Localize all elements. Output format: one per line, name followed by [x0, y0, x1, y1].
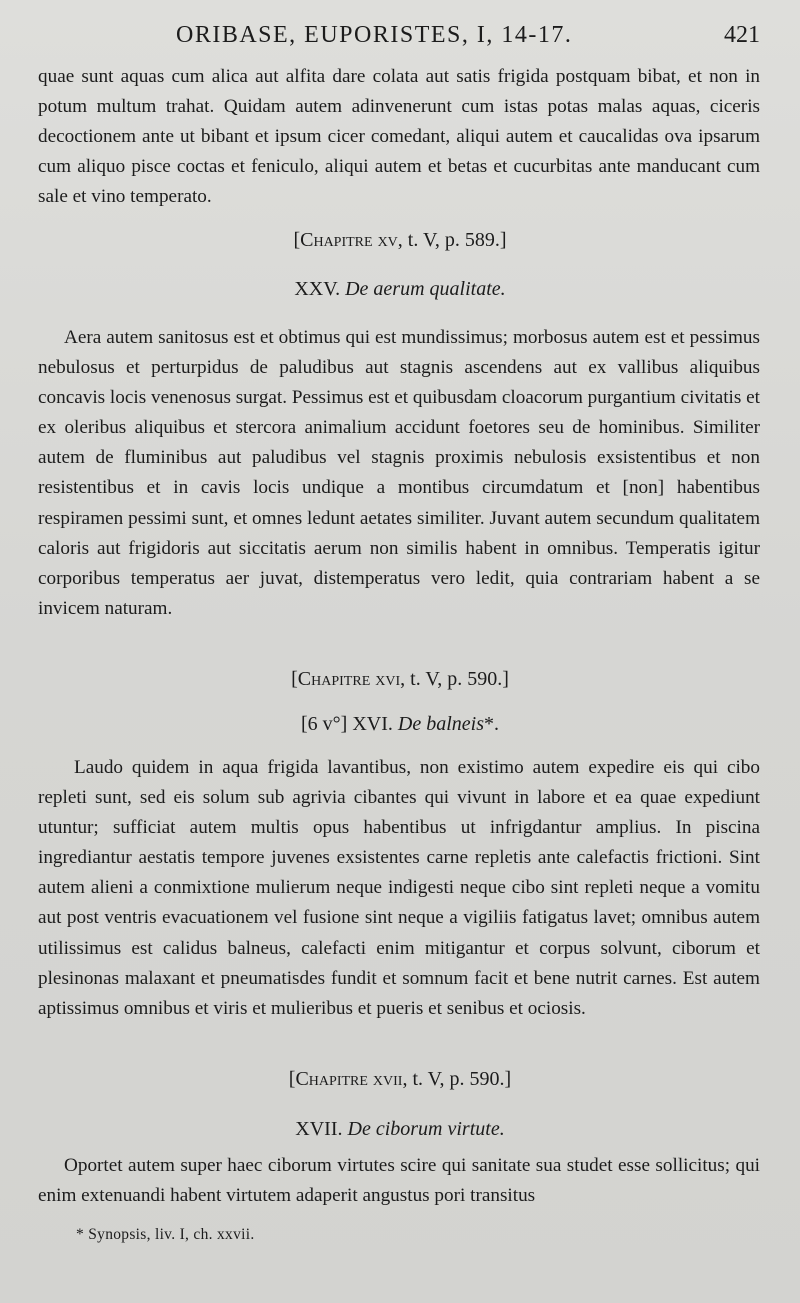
chapter-ref-xv: [Chapitre xv, t. V, p. 589.]	[293, 229, 507, 251]
paragraph-de-aerum: Aera autem sanitosus est et obtimus qui est mundissimus; morbosus autem est et pessimus nebulosus et perturpidus de paludibus aut stagnis ascendens aut ex vallibus aliquibus concavis locis venenosus surgat. Pessimus est et quibusdam cloacorum purgantium civitatis et ex oleribus aliquibus et stercora animalium accidunt foetores seu de hominibus. Similiter autem de fluminibus aut paludibus vel stagnis proximis nebulosis exsistentibus et non resistentibus et in cavis locis undique a montibus circumdatum et [non] habentibus respiramen pessimi sunt, et omnes ledunt aetates similiter. Juvant autem secundum qualitatem caloris aut frigidoris aut siccitatis aerum non similis habent in omnibus. Temperatis igitur corporibus temperatus aer juvat, distemperatus vero ledit, quia contrariam habent a se invicem naturam.	[38, 327, 760, 619]
running-head	[0, 22, 800, 58]
footnote: * Synopsis, liv. I, ch. xxvii.	[76, 1226, 255, 1243]
chapter-ref-xvi: [Chapitre xvi, t. V, p. 590.]	[291, 668, 509, 690]
section-heading-xvi: [6 v°] XVI. De balneis*.	[301, 713, 499, 735]
page-number: 421	[724, 22, 760, 48]
folio-marker: [6 v°]	[301, 713, 348, 735]
chapter-ref-xvii: [Chapitre xvii, t. V, p. 590.]	[288, 1068, 512, 1090]
footnote-mark: *.	[483, 713, 499, 735]
paragraph-de-ciborum: Oportet autem super haec ciborum virtutes scire qui sanitate sua studet esse sollicitus; qui enim extenuandi habent virtutem adaperit angustus pori transitus	[38, 1155, 760, 1207]
section-heading-xvii: XVII. De ciborum virtute.	[295, 1118, 505, 1140]
section-heading-xxv: XXV. De aerum qualitate.	[294, 278, 506, 300]
running-title: ORIBASE, EUPORISTES, I, 14-17.	[176, 22, 573, 48]
paragraph-intro: quae sunt aquas cum alica aut alfita dare colata aut satis frigida postquam bibat, et non in potum multum trahat. Quidam autem adinvenerunt cum istas potas malas aquas, ciceris decoctionem ante ut bibant et ipsum cicer comedant, aliqui autem et caucalidas ova ipsarum cum aliquo pisce coctas et feniculo, aliqui autem et betas et cucurbitas ante manducant cum sale et vino temperato.	[38, 66, 760, 208]
paragraph-de-balneis: Laudo quidem in aqua frigida lavantibus, non existimo autem expedire eis qui cibo repleti sunt, sed eis solum sub agrivia cibantes qui vivunt in labore et ea quae expediunt utuntur; sufficiat autem multis opus habentibus ut infrigdantur amplius. In piscina ingrediantur aestatis tempore juvenes exsistentes carne repletis ante calefactis frictioni. Sint autem alieni a conmixtione mulierum neque indigesti neque cibo sint repleti neque a vomitu aut post ventris evacuationem vel fusione sint neque a vigiliis fatigatus lavet; omnibus autem utilissimus est calidus balneus, calefacti enim mitigantur et corpus solvunt, ciborum et plesinonas malaxant et pneumatisdes fundit et somnum facit et bene nutrit carnes. Est autem aptissimus omnibus et viris et mulieribus et pueris et senibus et ociosis.	[38, 757, 760, 1019]
